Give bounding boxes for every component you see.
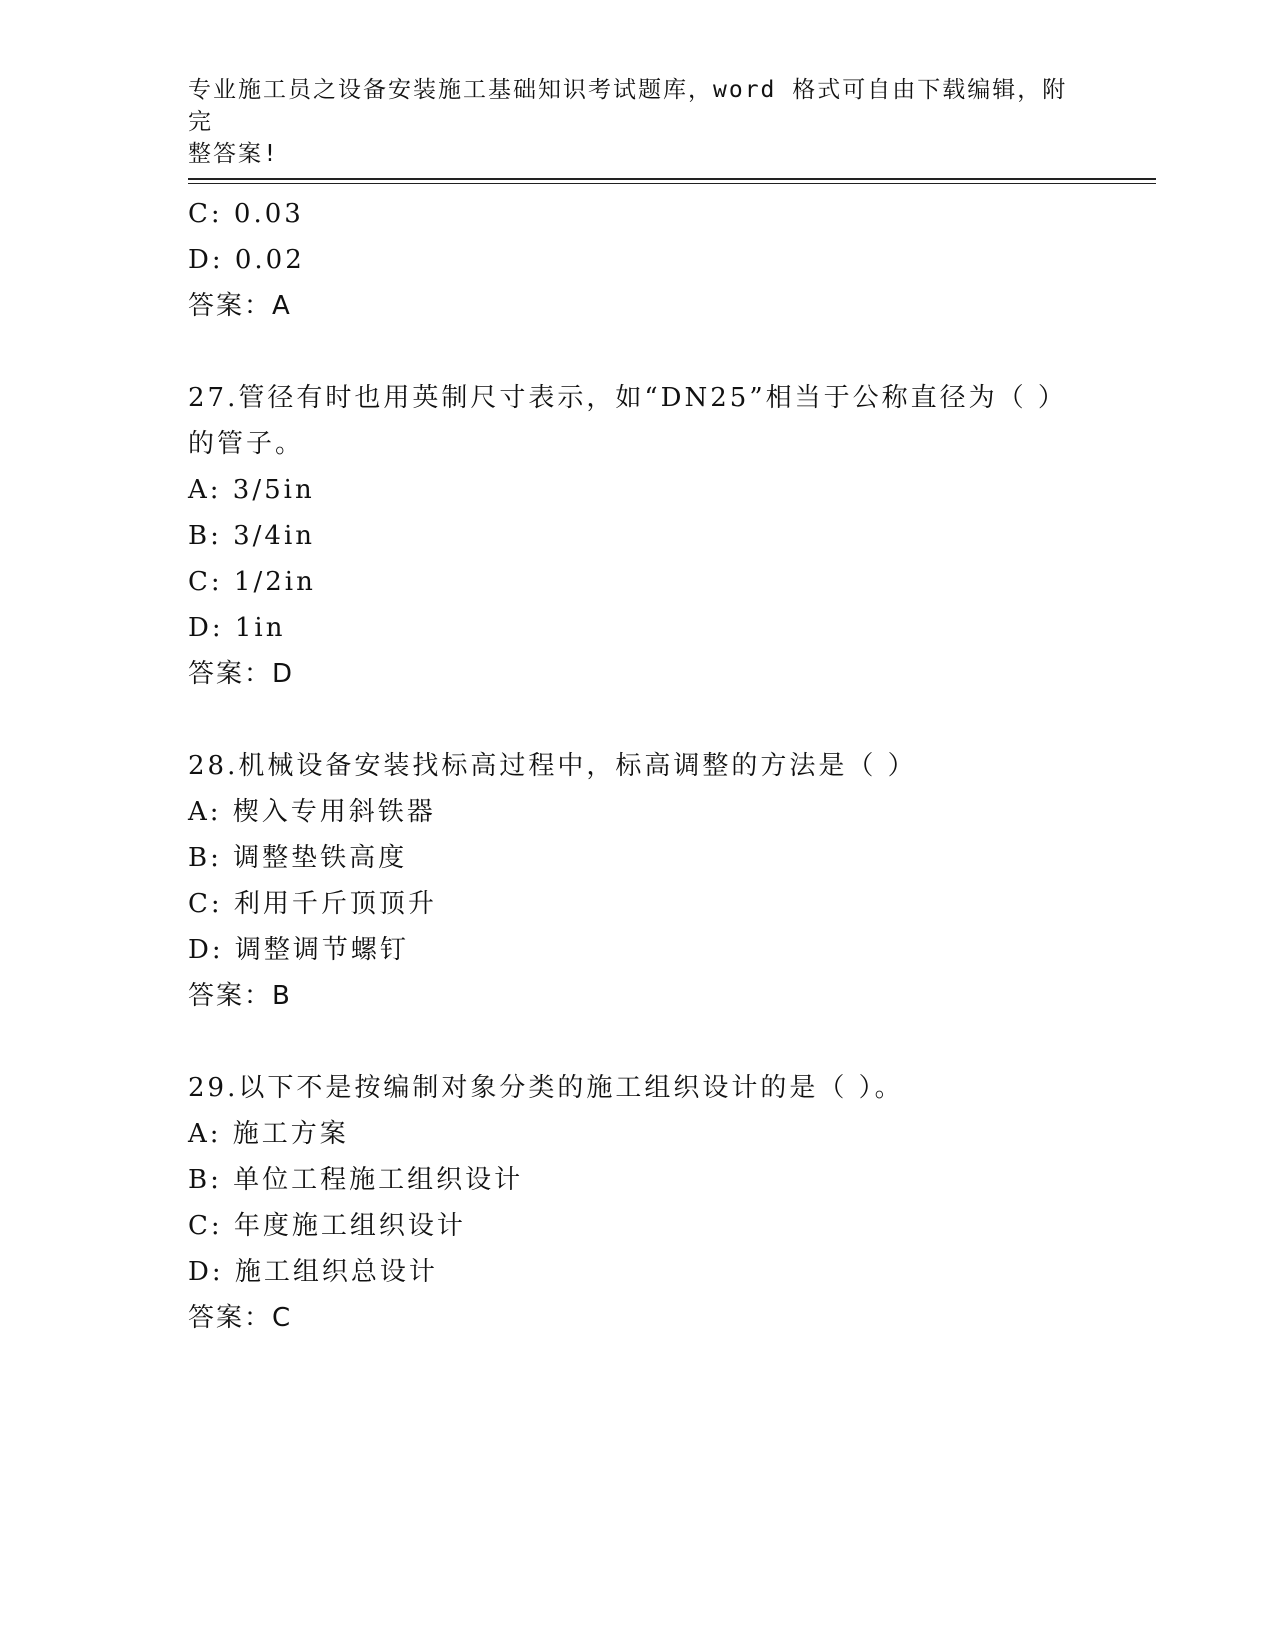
header-line-1: 专业施工员之设备安装施工基础知识考试题库，word 格式可自由下载编辑，附完 — [188, 77, 1068, 135]
option-c: C: 年度施工组织设计 — [188, 1211, 466, 1241]
option-c: C: 0.03 — [188, 199, 304, 229]
question-stem: 28.机械设备安装找标高过程中，标高调整的方法是（ ） — [188, 751, 917, 781]
header-line-2: 整答案! — [188, 141, 279, 167]
question-stem: 29.以下不是按编制对象分类的施工组织设计的是（ ）。 — [188, 1073, 904, 1103]
header-divider-top — [188, 178, 1156, 180]
spacer — [188, 329, 1088, 375]
option-b: B: 单位工程施工组织设计 — [188, 1165, 524, 1195]
question-29 — [188, 1065, 1088, 1341]
option-b: B: 3/4in — [188, 521, 316, 551]
option-b: B: 调整垫铁高度 — [188, 843, 408, 873]
answer-line: 答案：C — [188, 1303, 293, 1333]
option-a: A: 楔入专用斜铁器 — [188, 797, 436, 827]
question-26-tail — [188, 191, 1088, 329]
option-c: C: 1/2in — [188, 567, 316, 597]
answer-line: 答案：B — [188, 981, 292, 1011]
question-27 — [188, 375, 1088, 697]
document-header — [188, 74, 1068, 170]
option-c: C: 利用千斤顶顶升 — [188, 889, 437, 919]
answer-line: 答案：A — [188, 291, 292, 321]
question-28 — [188, 743, 1088, 1019]
spacer — [188, 1019, 1088, 1065]
answer-line: 答案：D — [188, 659, 295, 689]
header-divider-bottom — [188, 183, 1156, 184]
question-list — [188, 191, 1088, 1341]
option-a: A: 施工方案 — [188, 1119, 349, 1149]
spacer — [188, 697, 1088, 743]
option-d: D: 0.02 — [188, 245, 305, 275]
option-d: D: 调整调节螺钉 — [188, 935, 409, 965]
question-stem: 27.管径有时也用英制尺寸表示，如“DN25”相当于公称直径为（ ） — [188, 383, 1067, 413]
option-a: A: 3/5in — [188, 475, 315, 505]
option-d: D: 1in — [188, 613, 286, 643]
option-d: D: 施工组织总设计 — [188, 1257, 438, 1287]
question-stem-continued: 的管子。 — [188, 429, 305, 459]
